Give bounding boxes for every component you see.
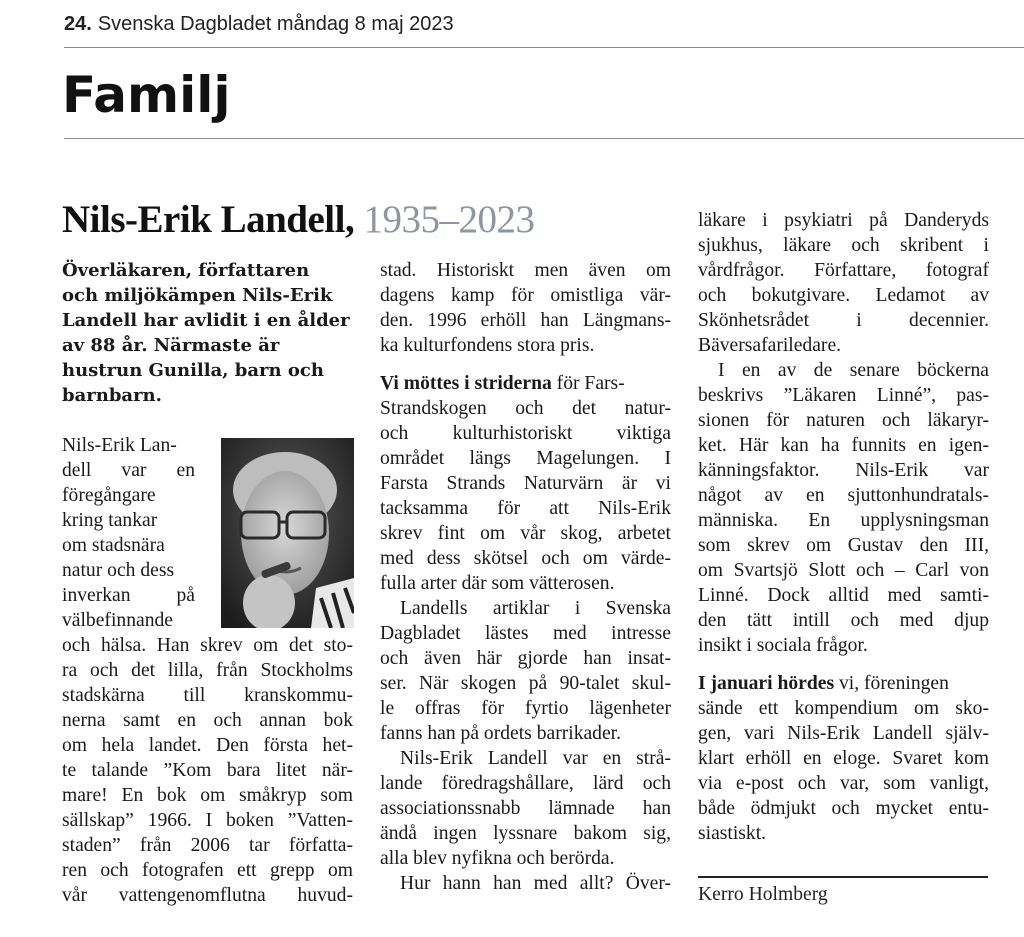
text-line: både ödmjukt och mycket entu- [698, 798, 989, 819]
text-line: känningsfaktor. Nils-Erik var [698, 460, 989, 481]
text-line: nerna samt en och annan bok [62, 710, 353, 731]
text-line: den tätt intill och med djup [698, 610, 989, 631]
text-line: om stadsnära [62, 535, 165, 556]
col2-body [380, 258, 671, 896]
text-line: barnbarn. [62, 385, 162, 406]
text-line: människa. En upplysningsman [698, 510, 989, 531]
text-line: skrev fint om vår skog, arbetet [380, 523, 671, 544]
page-number: 24. [64, 13, 92, 35]
text-line: alla blev nyfikna och berörda. [380, 848, 615, 869]
text-line: natur och dess [62, 560, 175, 581]
text-line: Hur hann han med allt? Över- [400, 873, 671, 894]
text-line: siastiskt. [698, 823, 767, 844]
text-line: ren och fotografen ett grepp om [62, 860, 353, 881]
text-line [698, 671, 989, 696]
text-line: stadskärna till kranskommu- [62, 685, 353, 706]
text-line: dell var en [62, 460, 195, 481]
text-line: och även här gjorde han insat- [380, 648, 671, 669]
text-line: om Svartsjö Slott och – Carl von [698, 560, 989, 581]
col1-wrap-text [62, 433, 195, 633]
signature: Kerro Holmberg [698, 884, 828, 905]
text-line: kring tankar [62, 510, 158, 531]
text-line: tacksamma för att Nils-Erik [380, 498, 671, 519]
text-line: Linné. Dock alltid med samti- [698, 585, 989, 606]
text-line: om hela landet. Den första het- [62, 735, 353, 756]
text-fragment: för Fars- [551, 373, 625, 394]
text-line: den. 1996 erhöll han Längmans- [380, 310, 671, 331]
text-line: av 88 år. Närmaste är [62, 335, 280, 356]
header-rule [64, 47, 1024, 48]
obituary-name: Nils-Erik Landell, [62, 198, 355, 241]
text-line: sjukhus, läkare och skribent i [698, 235, 989, 256]
text-line: sionen för naturen och läkaryr- [698, 410, 989, 431]
text-line: I en av de senare böckerna [718, 360, 989, 381]
text-line: insikt i sociala frågor. [698, 635, 868, 656]
text-line: fulla arter där som vätterosen. [380, 573, 615, 594]
text-line: Bäversafariledare. [698, 335, 842, 356]
text-line: beskrivs ”Läkaren Linné”, pas- [698, 385, 989, 406]
text-line: gen, vari Nils-Erik Landell själv- [698, 723, 989, 744]
text-line: mare! En bok om småkryp som [62, 785, 353, 806]
text-line: och bokutgivare. Ledamot av [698, 285, 989, 306]
text-line: klart erhöll en eloge. Svaret kom [698, 748, 989, 769]
col1-body [62, 633, 353, 908]
text-line: och miljökämpen Nils-Erik [62, 285, 333, 306]
text-line: ser. När skogen på 90-talet skul- [380, 673, 671, 694]
text-line: Nils-Erik Lan- [62, 435, 177, 456]
text-line: välbefinnande [62, 610, 173, 631]
text-line: något av en sjuttonhundratals- [698, 485, 989, 506]
text-line: staden” från 2006 tar författa- [62, 835, 353, 856]
text-line: Nils-Erik Landell var en strå- [400, 748, 671, 769]
text-line: dagens kamp för omistliga vär- [380, 285, 671, 306]
text-line: sände ett kompendium om sko- [698, 698, 989, 719]
text-line: via e-post och var, som vanligt, [698, 773, 989, 794]
text-line: Skönhetsrådet i decennier. [698, 310, 989, 331]
text-line: inverkan på [62, 585, 195, 606]
subhead-lead: I januari hördes [698, 673, 835, 694]
lead-paragraph [62, 258, 362, 408]
text-line: vår vattengenomflutna huvud- [62, 885, 353, 906]
text-line: Strandskogen och det natur- [380, 398, 671, 419]
text-line: Landells artiklar i Svenska [400, 598, 671, 619]
text-line [380, 371, 671, 396]
text-line: ändå ingen lyssnare bakom sig, [380, 823, 671, 844]
text-line: ka kulturfondens stora pris. [380, 335, 595, 356]
section-rule [64, 138, 1024, 139]
text-line: Dagbladet lästes med intresse [380, 623, 671, 644]
text-line: lande föredragshållare, lärd och [380, 773, 671, 794]
text-line: hustrun Gunilla, barn och [62, 360, 324, 381]
signature-rule [698, 876, 988, 878]
text-line: le offras för fyrtio lägenheter [380, 698, 671, 719]
portrait-illustration [221, 438, 354, 628]
page-header [64, 10, 454, 38]
text-line: och kulturhistoriskt viktiga [380, 423, 671, 444]
text-line: sällskap” 1966. I boken ”Vatten- [62, 810, 353, 831]
text-line: som skrev om Gustav den III, [698, 535, 989, 556]
text-line: området längs Magelungen. I [380, 448, 671, 469]
col3-body [698, 208, 989, 846]
text-fragment: vi, föreningen [834, 673, 949, 694]
text-line: associationssnabb lämnade han [380, 798, 671, 819]
text-line: läkare i psykiatri på Danderyds [698, 210, 989, 231]
text-line: fanns han på ordets barrikader. [380, 723, 622, 744]
text-line: vårdfrågor. Författare, fotograf [698, 260, 989, 281]
text-line: och hälsa. Han skrev om det sto- [62, 635, 353, 656]
obituary-years: 1935–2023 [363, 198, 535, 241]
text-line: te talande ”Kom bara litet när- [62, 760, 353, 781]
text-line: Landell har avlidit i en ålder [62, 310, 350, 331]
text-line: föregångare [62, 485, 156, 506]
text-line: Överläkaren, författaren [62, 260, 310, 281]
text-line: ket. Här kan ha funnits en igen- [698, 435, 989, 456]
portrait-photo [221, 438, 354, 628]
text-line: med dess skötsel och om värde- [380, 548, 671, 569]
subhead-lead: Vi möttes i striderna [380, 373, 552, 394]
text-line: ra och det lilla, från Stockholms [62, 660, 353, 681]
publication-date: Svenska Dagbladet måndag 8 maj 2023 [97, 13, 454, 35]
text-line: Farsta Strands Naturvärn är vi [380, 473, 671, 494]
text-line: stad. Historiskt men även om [380, 260, 671, 281]
section-title: Familj [62, 66, 231, 124]
obituary-title [62, 196, 534, 244]
